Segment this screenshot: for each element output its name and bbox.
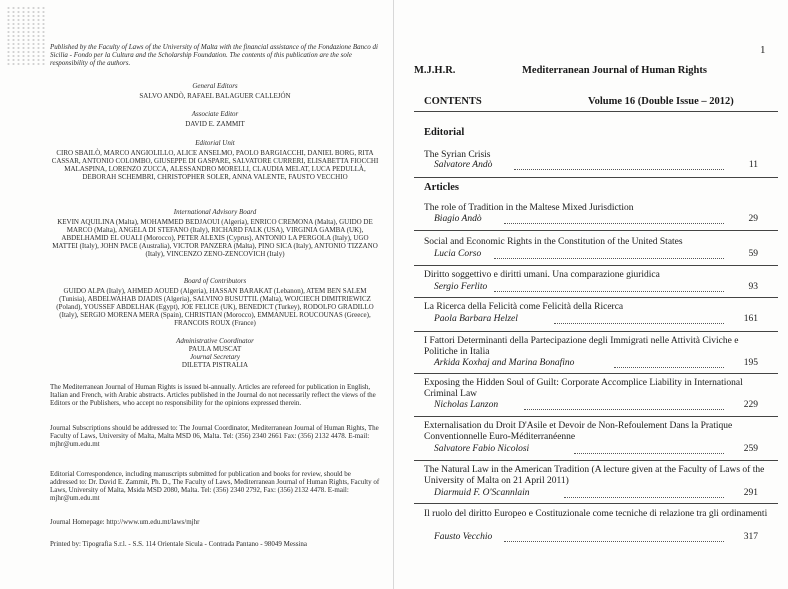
entry-title[interactable]: Exposing the Hidden Soul of Guilt: Corporate Accomplice Liability in International Criminal Law [424, 378, 743, 399]
entry-author: Biagio Andò [434, 214, 482, 224]
admin-heading: Administrative Coordinator [176, 337, 254, 345]
advisory-board-heading: International Advisory Board [173, 208, 257, 216]
entry-title[interactable]: The Natural Law in the American Tradition (A lecture given at the Faculty of Laws of the University of Malta on 21 April 2011) [424, 465, 765, 486]
journal-note: The Mediterranean Journal of Human Rights is issued bi-annually. Articles are refereed for publication in English, Italian and French, with Arabic abstracts. Articles published in the Journal do not necessarily reflect the views of the Editors or the Publishers, who accept no responsibility for the opinions expressed therein. [50, 383, 376, 407]
entry-rule [414, 503, 778, 504]
editorial-unit-heading: Editorial Unit [195, 139, 235, 147]
subscriptions-note: Journal Subscriptions should be addressed to: The Journal Coordinator, Mediterranean Journal of Human Rights, The Faculty of Laws, University of Malta, Malta MSD 06, Malta. Tel: (356) 2340 2661 Fax: (356) 2132 4478. E-mail: mjhr@um.edu.mt [50, 424, 379, 448]
section-heading-articles: Articles [424, 182, 459, 193]
dot-leader [614, 367, 724, 368]
general-editors-heading: General Editors [192, 82, 238, 90]
entry-page: 229 [743, 400, 758, 410]
entry-author: Salvatore Fabio Nicolosi [434, 444, 530, 454]
associate-editor: DAVID E. ZAMMIT [185, 120, 245, 128]
homepage-note: Journal Homepage: http://www.um.edu.mt/laws/mjhr [50, 518, 200, 526]
entry-title[interactable]: Diritto soggettivo e diritti umani. Una comparazione giuridica [424, 270, 660, 280]
entry-rule [414, 460, 778, 461]
entry-page: 29 [748, 214, 758, 224]
entry-author: Arkida Koxhaj and Marina Bonafino [434, 358, 575, 368]
entry-author: Sergio Ferlito [434, 282, 488, 292]
admin-name: PAULA MUSCAT [188, 345, 242, 353]
entry-rule [414, 331, 778, 332]
dot-leader [554, 323, 724, 324]
entry-author: Salvatore Andò [434, 160, 493, 170]
dot-leader [514, 169, 724, 170]
entry-page: 259 [743, 444, 758, 454]
contributors-heading: Board of Contributors [183, 277, 247, 285]
board-of-contributors: GUIDO ALPA (Italy), AHMED AOUED (Algeria), HASSAN BARAKAT (Lebanon), ATEM BEN SALEM (Tunisia), ABDELWAHAB DJADIS (Algeria), SALVINO BUSUTTIL (Malta), WOJCIECH DIMITRIEWICZ (Poland), YOUSSEF ABDELHAK (Egypt), JOE FELICE (UK), BENEDICT (Turkey), RODOLFO GRADILLO (Italy), SERGIO MORENA MERA (Spain), CHRISTIAN (Morocco), EMMANUEL ROUCOUNAS (Greece), FRANCOIS ROUX (France) [56, 287, 374, 327]
editorial-unit: CIRO SBAILÒ, MARCO ANGIOLILLO, ALICE ANSELMO, PAOLO BARGIACCHI, DANIEL BORG, RITA CASSAR, ANTONIO COLOMBO, GIUSEPPE DI GASPARE, SALVATORE CURRERI, ELISABETTA FIOCCHI MALASPINA, LORENZO ZUCCA, ALESSANDRO MORELLI, CLAUDIA MELAT, LUCA PEDULLÀ, DEBORAH SCHEMBRI, CHRISTOPHER SOLER, ANNA VALENTE, FAUSTO VECCHIO [51, 149, 379, 181]
entry-author: Paola Barbara Helzel [434, 314, 518, 324]
dot-leader [494, 291, 724, 292]
section-heading-editorial: Editorial [424, 127, 465, 138]
entry-page: 161 [743, 314, 758, 324]
dot-leader [504, 541, 724, 542]
entry-rule [414, 230, 778, 231]
dot-leader [494, 258, 724, 259]
advisory-board: KEVIN AQUILINA (Malta), MOHAMMED BEDJAOUI (Algeria), ENRICO CREMONA (Malta), GUIDO DE MARCO (Malta), ANGELA DI STEFANO (Italy), RICHARD FALK (USA), VIRGINIA GAMBA (UK), ABDELHAMID EL OUALI (Morocco), PETER ALEXIS (Cyprus), ANTONIO LA PERGOLA (Italy), UGO MATTEI (Italy), JOHN PACE (Australia), VICTOR PANZERA (Malta), PINO SICA (Italy), ANTONIO TIZZANO (Italy), VINCENZO ZENO-ZENCOVICH (Italy) [52, 218, 378, 258]
entry-page: 195 [743, 358, 758, 368]
page-number: 1 [760, 44, 766, 56]
issue-label: Volume 16 (Double Issue – 2012) [588, 96, 734, 107]
entry-rule [414, 416, 778, 417]
secretary-heading: Journal Secretary [189, 353, 241, 361]
entry-author: Lucia Corso [434, 249, 482, 259]
correspondence-note: Editorial Correspondence, including manuscripts submitted for publication and books for review, should be addressed to: Dr. David E. Zammit, Ph. D., The Faculty of Laws, Mediterranean Journal of Human Rights, Faculty of Laws, University of Malta, Msida MSD 2080, Malta. Tel: (356) 2340 2792, Fax: (356) 2132 4478. E-mail: mjhr@um.edu.mt [50, 470, 380, 502]
dot-leader [574, 453, 724, 454]
entry-title[interactable]: The role of Tradition in the Maltese Mixed Jurisdiction [424, 203, 634, 213]
dot-leader [524, 409, 724, 410]
entry-page: 93 [748, 282, 758, 292]
entry-author: Fausto Vecchio [434, 532, 493, 542]
associate-editor-heading: Associate Editor [191, 110, 239, 118]
contents-label: CONTENTS [424, 96, 482, 107]
entry-title[interactable]: La Ricerca della Felicità come Felicità della Ricerca [424, 302, 624, 312]
general-editors: SALVO ANDÒ, RAFAEL BALAGUER CALLEJÓN [139, 92, 291, 100]
entry-rule [414, 373, 778, 374]
printer-note: Printed by: Tipografia S.r.l. - S.S. 114 Orientale Sicula - Contrada Pantano - 98049 Messina [50, 540, 307, 548]
entry-title[interactable]: The Syrian Crisis [424, 150, 491, 160]
entry-title[interactable]: Social and Economic Rights in the Constitution of the United States [424, 237, 683, 247]
journal-abbreviation: M.J.H.R. [414, 65, 456, 76]
dot-leader [504, 223, 724, 224]
entry-title[interactable]: Externalisation du Droit D'Asile et Devoir de Non-Refoulement Dans la Pratique Conventionnelle Euro-Méditerranéenne [424, 421, 733, 442]
publisher-note: Published by the Faculty of Laws of the University of Malta with the financial assistance of the Fondazione Banco di Sicilia - Fondo per la Cultura and the Scholarship Foundation. The contents of this publication are the sole responsibility of the authors. [50, 43, 378, 67]
entry-rule [414, 265, 778, 266]
entry-author: Diarmuid F. O'Scannlain [434, 488, 530, 498]
secretary-name: DILETTA PISTRALIA [181, 361, 249, 369]
header-rule [414, 111, 778, 112]
entry-title[interactable]: Il ruolo del diritto Europeo e Costituzionale come tecniche di relazione tra gli ordinamenti [424, 509, 768, 519]
journal-title: Mediterranean Journal of Human Rights [522, 65, 707, 76]
scan-noise [6, 6, 46, 66]
entry-page: 59 [748, 249, 758, 259]
entry-page: 317 [743, 532, 758, 542]
entry-title[interactable]: I Fattori Determinanti della Partecipazione degli Immigrati nelle Attività Civiche e Politiche in Italia [424, 336, 739, 357]
entry-page: 291 [743, 488, 758, 498]
entry-page: 11 [748, 160, 758, 170]
section-rule [414, 177, 778, 178]
entry-author: Nicholas Lanzon [434, 400, 499, 410]
entry-rule [414, 297, 778, 298]
contents-page [394, 0, 788, 589]
dot-leader [564, 497, 724, 498]
